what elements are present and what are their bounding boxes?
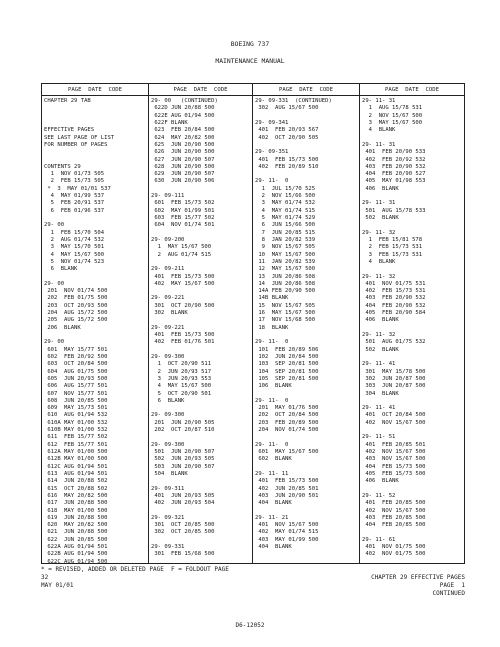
page-entry: 402 FEB 15/73 531 — [362, 288, 426, 295]
page-entry: 29- 11- 31 — [362, 98, 396, 104]
page-entry: 204 AUG 15/72 500 — [44, 310, 108, 317]
page-entry: 29- 09-311 — [151, 485, 185, 492]
header-rule — [253, 95, 359, 96]
page-entry: 301 OCT 20/90 500 — [151, 302, 215, 309]
column-header: PAGE DATE CODE — [68, 87, 122, 93]
page-entry: 601 MAY 15/67 500 — [255, 449, 319, 455]
page-entry: 203 OCT 20/93 500 — [44, 302, 108, 309]
page-entry: 2 FEB 15/73 531 — [362, 244, 423, 251]
page-entry: 403 NOV 15/67 500 — [362, 456, 426, 463]
page-entry — [44, 149, 147, 156]
column-lines — [255, 98, 358, 551]
page-entry — [151, 288, 251, 295]
page-entry: 602 FEB 20/92 500 — [44, 353, 108, 360]
page-entry: 29- 11- 0 — [255, 339, 289, 346]
page-entry: 5 NOV 01/74 523 — [44, 258, 105, 265]
page-entry: 29- 11- 0 — [255, 441, 289, 448]
page-entry — [255, 391, 358, 398]
page-entry — [255, 171, 358, 178]
page-entry: 401 JUN 20/93 505 — [151, 492, 215, 499]
page-entry: 29- 11- 21 — [255, 514, 289, 521]
page-entry — [151, 405, 251, 412]
page-entry: 105 SEP 20/81 500 — [255, 375, 319, 382]
page-entry: 611 FEB 15/77 502 — [44, 434, 108, 441]
page-entry: 405 MAY 01/98 553 — [362, 178, 426, 185]
page-entry — [362, 486, 463, 493]
page-entry: 629 JUN 20/90 507 — [151, 171, 215, 178]
page-entry: 4 MAY 15/67 500 — [151, 383, 212, 390]
page-entry — [255, 113, 358, 120]
page-entry: 610A MAY 01/00 532 — [44, 419, 108, 426]
page-entry: 608 JUN 20/85 500 — [44, 397, 108, 404]
page-entry: 501 AUG 15/78 533 — [362, 207, 426, 214]
page-entry: 404 BLANK — [255, 544, 292, 551]
page-entry: 29- 11- 0 — [255, 178, 289, 185]
column-lines — [44, 98, 147, 563]
page-entry: 401 FEB 15/73 500 — [151, 332, 215, 338]
page-entry: 29- 00 (CONTINUED) — [151, 98, 218, 104]
page-entry: 201 MAY 01/76 500 — [255, 405, 319, 412]
page-entry: 301 FEB 15/68 500 — [151, 551, 215, 558]
header-rule — [360, 95, 464, 96]
page-entry: 5 MAY 01/74 529 — [255, 215, 316, 221]
page-entry — [151, 230, 251, 237]
page-entry: 609 MAY 15/73 501 — [44, 405, 108, 412]
page-entry: 5 OCT 20/90 501 — [151, 390, 212, 397]
page-entry: 625 JUN 20/90 500 — [151, 141, 215, 148]
page-entry: 2 AUG 01/74 515 — [151, 251, 212, 258]
page-entry: 29- 11- 32 — [362, 229, 396, 236]
page-number: PAGE 1 — [439, 582, 465, 589]
page-entry: 622A AUG 01/94 501 — [44, 544, 108, 551]
page-entry: 1 MAY 15/67 500 — [151, 244, 212, 251]
page-entry: SEE LAST PAGE OF LIST — [44, 134, 115, 141]
page-entry: 612B MAY 01/00 500 — [44, 456, 108, 463]
page-entry: 14A FEB 20/90 500 — [255, 288, 316, 295]
page-entry: 604 AUG 01/75 500 — [44, 368, 108, 375]
page-entry: 402 NOV 15/67 500 — [362, 449, 426, 455]
page-entry — [151, 434, 251, 441]
page-entry: 402 NOV 15/67 500 — [362, 419, 426, 426]
page-entry: 603 FEB 15/77 502 — [151, 215, 215, 221]
page-entry: 9 NOV 15/67 505 — [255, 244, 316, 251]
page-entry: 622B AUG 01/94 500 — [44, 551, 108, 558]
page-entry: 29- 09-331 (CONTINUED) — [255, 98, 332, 104]
page-entry: 16 MAY 15/67 500 — [255, 310, 316, 317]
page-entry: 29- 09-200 — [151, 236, 185, 243]
table-column-3 — [252, 84, 359, 563]
page-entry: 2 AUG 01/74 532 — [44, 236, 105, 243]
page-entry: 622D JUN 20/88 500 — [151, 105, 215, 112]
page-entry: 2 NOV 15/67 500 — [362, 112, 423, 119]
page-entry: 4 BLANK — [362, 258, 396, 265]
page-entry: 503 JUN 20/90 507 — [151, 463, 215, 470]
page-entry: 29- 11- 31 — [362, 141, 396, 148]
page-entry: 4 MAY 01/99 537 — [44, 193, 105, 200]
page-entry: 302 OCT 20/85 500 — [151, 529, 215, 536]
page-entry — [44, 332, 147, 339]
page-entry — [362, 354, 463, 361]
page-entry: 3 MAY 01/74 532 — [255, 200, 316, 207]
page-entry: 13 JUN 20/86 508 — [255, 273, 316, 280]
page-entry: 502 BLANK — [362, 346, 399, 353]
page-entry: 612A MAY 01/00 500 — [44, 449, 108, 455]
page-entry: 3 MAY 15/67 500 — [362, 119, 423, 126]
page-entry: 401 NOV 15/67 500 — [255, 522, 319, 529]
page-entry: 401 FEB 20/93 567 — [255, 127, 319, 134]
page-entry: 2 NOV 15/66 500 — [255, 193, 316, 200]
page-entry: 6 BLANK — [44, 266, 78, 273]
page-entry: 4 BLANK — [362, 127, 396, 134]
page-entry: 29- 09-300 — [151, 441, 185, 448]
section-title: CHAPTER 29 EFFECTIVE PAGES — [371, 574, 465, 581]
page-entry — [151, 347, 251, 354]
page-entry: 406 BLANK — [362, 317, 399, 324]
page-entry: 605 JUN 20/93 500 — [44, 375, 108, 382]
page-entry: 606 AUG 15/77 501 — [44, 383, 108, 390]
page-entry: 403 MAY 01/99 500 — [255, 536, 319, 543]
header-rule — [42, 95, 148, 96]
page-entry: 301 MAY 15/78 500 — [362, 368, 426, 375]
page-entry: 29- 09-341 — [255, 119, 289, 126]
column-lines — [151, 98, 251, 559]
page-entry: EFFECTIVE PAGES — [44, 127, 95, 134]
page-entry: 610 AUG 01/94 532 — [44, 412, 108, 419]
page-entry: 205 AUG 15/72 500 — [44, 317, 108, 324]
page-entry: 501 JUN 20/90 507 — [151, 449, 215, 455]
page-entry: 18 BLANK — [255, 324, 289, 331]
page-entry: 612 FEB 15/77 501 — [44, 441, 108, 448]
page-entry: 5 FEB 20/91 537 — [44, 200, 105, 207]
page-entry — [255, 464, 358, 471]
page-entry: 302 BLANK — [151, 310, 188, 317]
page-entry — [362, 266, 463, 273]
page-entry: 4 MAY 15/67 500 — [44, 251, 105, 258]
page-entry: 502 BLANK — [362, 215, 399, 221]
page-entry: 622 JUN 20/85 500 — [44, 536, 108, 543]
page-entry — [151, 259, 251, 266]
page-entry: * 3 MAY 01/01 537 — [44, 185, 111, 192]
page-entry: 206 BLANK — [44, 324, 81, 331]
page-entry: 14B BLANK — [255, 295, 289, 302]
table-column-2 — [148, 84, 252, 563]
page-entry: 628 JUN 20/90 500 — [151, 163, 215, 170]
page-entry: 1 NOV 01/73 505 — [44, 171, 105, 178]
page-entry: 29- 11- 41 — [362, 361, 396, 368]
page-entry: 613 AUG 01/94 501 — [44, 470, 108, 477]
page-entry: 29- 11- 52 — [362, 492, 396, 499]
page-entry — [362, 222, 463, 229]
page-entry: 15 NOV 15/67 505 — [255, 302, 316, 309]
page-entry — [44, 274, 147, 281]
page-entry: 29- 11- 32 — [362, 332, 396, 338]
effective-pages-table — [41, 83, 465, 564]
document-number: D6-12052 — [235, 622, 265, 629]
page-entry — [44, 120, 147, 127]
page-entry: 201 NOV 01/74 500 — [44, 288, 108, 295]
page-entry: 29- 11- 32 — [362, 273, 396, 280]
page-entry: 3 JUN 20/93 553 — [151, 375, 212, 382]
page-entry: 29- 00 — [44, 280, 65, 287]
page-entry: 29- 11- 31 — [362, 200, 396, 207]
page-entry: 623 FEB 20/84 500 — [151, 127, 215, 134]
page-entry: 401 FEB 15/73 500 — [151, 273, 215, 280]
page-entry: 301 OCT 20/85 500 — [151, 522, 215, 529]
page-entry — [255, 332, 358, 339]
page-entry — [255, 142, 358, 149]
page-entry: 29- 11- 0 — [255, 397, 289, 404]
page-entry: 402 JUN 20/93 504 — [151, 500, 215, 507]
page-entry: 106 BLANK — [255, 383, 292, 390]
page-entry: 401 FEB 15/73 500 — [255, 156, 319, 163]
page-entry: 29- 09-211 — [151, 266, 185, 273]
page-entry — [362, 193, 463, 200]
page-entry: 1 OCT 20/90 511 — [151, 361, 212, 368]
page-entry: 10 MAY 15/67 500 — [255, 251, 316, 258]
page-entry: 403 FEB 20/85 500 — [362, 514, 426, 521]
column-lines — [362, 98, 463, 559]
page-entry: 202 FEB 01/75 500 — [44, 295, 108, 302]
page-entry: 614 JUN 20/88 502 — [44, 478, 108, 485]
page-entry: 403 FEB 20/90 532 — [362, 295, 426, 302]
page-entry — [362, 135, 463, 142]
page-entry: 622F BLANK — [151, 119, 188, 126]
page-entry: 29- 09-221 — [151, 295, 185, 302]
page-entry: 11 JAN 20/82 539 — [255, 258, 316, 265]
page-entry: 14 JUN 20/86 508 — [255, 280, 316, 287]
page-entry: 402 NOV 15/67 500 — [362, 507, 426, 514]
page-entry — [151, 508, 251, 515]
page-entry — [151, 317, 251, 324]
page-entry: 29- 11- 51 — [362, 434, 396, 441]
page-entry: 405 FEB 15/73 500 — [362, 470, 426, 477]
page-entry: 616 MAY 20/82 500 — [44, 492, 108, 499]
page-entry: 302 JUN 20/87 500 — [362, 375, 426, 382]
page-entry: 403 FEB 20/90 532 — [362, 163, 426, 170]
page-entry: 602 MAY 01/99 501 — [151, 207, 215, 214]
page-entry: 1 FEB 15/81 578 — [362, 236, 423, 243]
page-entry: 404 FEB 20/90 532 — [362, 302, 426, 309]
page-entry: CONTENTS 29 — [44, 163, 81, 170]
page-entry: 403 JUN 20/90 501 — [255, 492, 319, 499]
page-entry: 4 MAY 01/74 515 — [255, 207, 316, 214]
page-entry: 29- 09-300 — [151, 412, 185, 419]
page-entry: 29- 09-221 — [151, 324, 185, 331]
page-entry: 401 NOV 01/75 500 — [362, 544, 426, 551]
revision-number: 32 — [41, 574, 49, 581]
page-entry: 29- 09-321 — [151, 514, 185, 521]
page-entry: 3 MAY 15/70 501 — [44, 244, 105, 251]
page-entry: 401 NOV 01/75 531 — [362, 280, 426, 287]
page-entry: 1 AUG 15/78 531 — [362, 105, 423, 112]
page-entry: 402 MAY 01/74 515 — [255, 529, 319, 536]
page-entry — [44, 113, 147, 120]
revision-legend: * = REVISED, ADDED OR DELETED PAGE F = FOLDOUT PAGE — [41, 566, 229, 573]
header-rule — [149, 95, 252, 96]
column-header: PAGE DATE CODE — [385, 87, 439, 93]
page-entry: 402 NOV 01/75 500 — [362, 551, 426, 558]
page-entry: 615 OCT 20/88 502 — [44, 485, 108, 492]
page-entry — [362, 529, 463, 536]
page-entry: FOR NUMBER OF PAGES — [44, 141, 108, 148]
page-entry — [255, 508, 358, 515]
page-entry: 617 JUN 20/88 500 — [44, 500, 108, 507]
page-entry: 304 BLANK — [362, 390, 399, 397]
page-entry: 17 NOV 15/68 500 — [255, 317, 316, 324]
page-entry: 104 SEP 20/81 500 — [255, 368, 319, 375]
page-entry: 102 JUN 20/84 500 — [255, 353, 319, 360]
page-entry: 402 FEB 01/76 501 — [151, 339, 215, 346]
page-entry: 401 FEB 20/90 533 — [362, 149, 426, 156]
page-entry: 6 JUN 15/66 500 — [255, 222, 316, 229]
page-entry: 406 BLANK — [362, 185, 399, 192]
page-entry — [44, 215, 147, 222]
page-entry: 624 MAY 20/82 500 — [151, 134, 215, 141]
page-entry: 302 AUG 15/67 500 — [255, 105, 319, 112]
page-entry: 622E AUG 01/94 500 — [151, 112, 215, 119]
page-entry: 626 JUN 20/90 500 — [151, 149, 215, 156]
page-entry: 12 MAY 15/67 500 — [255, 266, 316, 273]
page-entry: 622C AUG 01/94 500 — [44, 558, 108, 563]
page-entry: 601 MAY 15/77 501 — [44, 346, 108, 353]
page-entry: 402 MAY 15/67 500 — [151, 280, 215, 287]
page-entry: 404 FEB 15/73 500 — [362, 463, 426, 470]
page-entry: 29- 09-300 — [151, 353, 185, 360]
column-header: PAGE DATE CODE — [279, 87, 333, 93]
page-entry: 627 JUN 20/90 507 — [151, 156, 215, 163]
page-entry: 29- 00 — [44, 339, 65, 346]
page-entry: 1 FEB 15/70 504 — [44, 229, 105, 236]
page-entry: 502 JUN 20/93 505 — [151, 456, 215, 463]
page-entry: 619 JUN 20/88 500 — [44, 514, 108, 521]
page-entry: 402 OCT 20/90 505 — [255, 134, 319, 141]
page-entry: 29- 11- 11 — [255, 470, 289, 477]
page-entry — [255, 434, 358, 441]
page-entry: 501 AUG 01/75 532 — [362, 339, 426, 346]
page-entry: 402 JUN 20/85 501 — [255, 485, 319, 492]
page-entry: 2 FEB 15/73 505 — [44, 178, 105, 185]
page-entry — [362, 325, 463, 332]
page-entry: 204 NOV 01/74 500 — [255, 427, 319, 434]
page-entry: 620 MAY 20/82 500 — [44, 522, 108, 529]
page-entry: 612C AUG 01/94 501 — [44, 463, 108, 470]
page-entry: 504 BLANK — [151, 470, 188, 477]
page-entry: 401 FEB 20/85 501 — [362, 441, 426, 448]
page-entry: 202 OCT 20/84 500 — [255, 412, 319, 419]
page-entry — [151, 186, 251, 193]
table-column-4 — [359, 84, 464, 563]
page-entry: 604 NOV 01/74 501 — [151, 222, 215, 229]
page-entry: 603 OCT 20/84 500 — [44, 361, 108, 368]
page-entry — [362, 427, 463, 434]
page-entry: 404 BLANK — [255, 500, 292, 507]
page-entry — [151, 478, 251, 485]
page-entry: 630 JUN 20/90 506 — [151, 178, 215, 185]
page-entry: 610B MAY 01/00 532 — [44, 427, 108, 434]
table-column-1 — [42, 84, 148, 563]
revision-date: MAY 01/01 — [41, 582, 74, 589]
page-entry: 1 JUL 15/70 525 — [255, 185, 316, 192]
page-entry: 201 JUN 20/90 505 — [151, 419, 215, 426]
page-entry — [151, 537, 251, 544]
page-entry: 402 FEB 20/89 510 — [255, 163, 319, 170]
page-entry — [362, 398, 463, 405]
page-entry: 101 FEB 20/89 506 — [255, 346, 319, 353]
page-entry: 7 JUN 20/85 515 — [255, 229, 316, 236]
page-entry: 404 FEB 20/90 527 — [362, 171, 426, 178]
page-entry: 303 JUN 20/87 500 — [362, 383, 426, 390]
page-entry: 618 MAY 01/00 500 — [44, 507, 108, 514]
page-entry: 29- 09-351 — [255, 149, 289, 156]
page-entry: 29- 09-111 — [151, 193, 185, 200]
page-entry: 405 FEB 20/90 584 — [362, 310, 426, 317]
page-entry: 406 BLANK — [362, 478, 399, 485]
page-entry: 404 FEB 20/85 500 — [362, 522, 426, 529]
page-entry: CHAPTER 29 TAB — [44, 98, 91, 104]
page-entry: 203 FEB 20/89 500 — [255, 419, 319, 426]
page-entry: 2 JUN 20/93 517 — [151, 368, 212, 375]
page-entry: 401 OCT 20/84 500 — [362, 412, 426, 419]
page-entry: 8 JAN 20/82 539 — [255, 236, 316, 243]
page-entry: 401 FEB 15/73 500 — [255, 478, 319, 485]
page-entry: 29- 00 — [44, 222, 65, 229]
page-entry: 29- 11- 41 — [362, 405, 396, 412]
page-entry: 29- 11- 61 — [362, 536, 396, 543]
page-entry: 601 FEB 15/73 502 — [151, 200, 215, 207]
page-entry: 607 NOV 15/77 501 — [44, 390, 108, 397]
page-entry: 6 FEB 01/96 537 — [44, 207, 105, 214]
page-entry: 401 FEB 20/85 500 — [362, 500, 426, 507]
page-entry — [44, 105, 147, 112]
page-entry: 402 FEB 20/92 532 — [362, 156, 426, 163]
document-title: BOEING 737 — [230, 40, 270, 48]
continued-label: CONTINUED — [432, 590, 465, 597]
document-subtitle: MAINTENANCE MANUAL — [215, 57, 285, 65]
page-entry: 103 SEP 20/81 500 — [255, 361, 319, 368]
column-header: PAGE DATE CODE — [173, 87, 228, 93]
page-entry: 202 OCT 20/87 510 — [151, 427, 215, 434]
page-entry: 602 BLANK — [255, 456, 292, 463]
page-entry: 621 JUN 20/88 500 — [44, 529, 108, 536]
page-entry — [44, 157, 147, 164]
page-entry: 29- 09-331 — [151, 544, 185, 551]
page-entry: 6 BLANK — [151, 397, 185, 404]
page-entry: 3 FEB 15/73 531 — [362, 251, 423, 258]
